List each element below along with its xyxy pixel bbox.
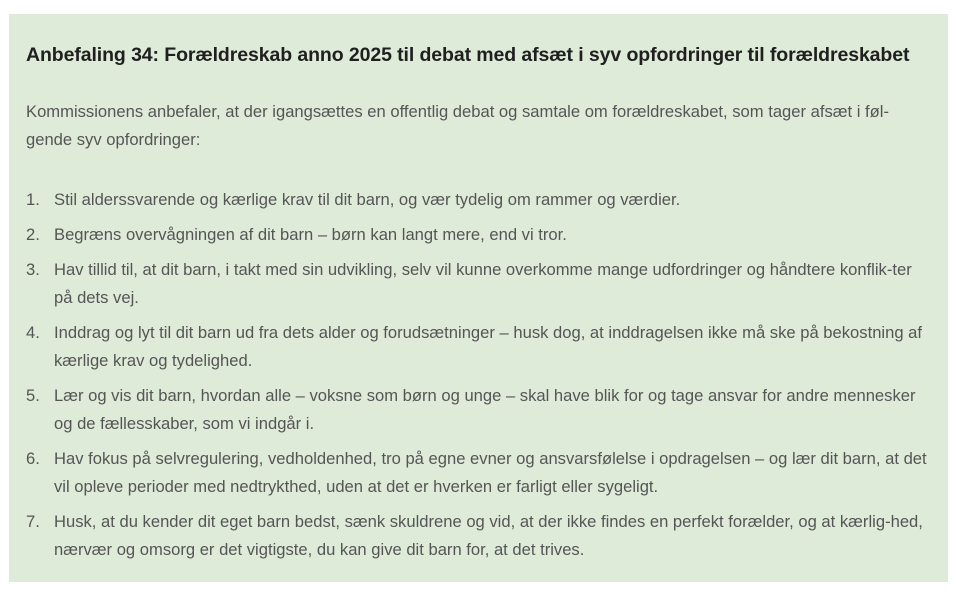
recommendation-intro: Kommissionens anbefaler, at der igangsættes en offentlig debat og samtale om forældreskabet, som tager afsæt i føl-gende syv opfordringer: (26, 102, 890, 149)
recommendation-list (26, 186, 931, 564)
list-item-number: 1. (26, 190, 40, 209)
list-item-text: Inddrag og lyt til dit barn ud fra dets alder og forudsætninger – husk dog, at inddragelsen ikke må ske på bekostning af kærlige krav og tydelighed. (54, 323, 923, 370)
list-item (26, 221, 931, 249)
list-item (26, 319, 931, 375)
list-item (26, 508, 931, 564)
recommendation-title: Anbefaling 34: Forældreskab anno 2025 til debat med afsæt i syv opfordringer til forældreskabet (26, 44, 910, 66)
list-item-number: 5. (26, 386, 40, 405)
list-item-number: 7. (26, 512, 40, 531)
list-item-text: Hav tillid til, at dit barn, i takt med sin udvikling, selv vil kunne overkomme mange udfordringer og håndtere konflik-ter på dets vej. (54, 260, 912, 307)
list-item-text: Hav fokus på selvregulering, vedholdenhed, tro på egne evner og ansvarsfølelse i opdragelsen – og lær dit barn, at det vil opleve perioder med nedtrykthed, uden at det er hverken er farligt eller sygeligt. (54, 449, 927, 496)
list-item-number: 6. (26, 449, 40, 468)
list-item-number: 3. (26, 260, 40, 279)
list-item (26, 445, 931, 501)
list-item-number: 2. (26, 225, 40, 244)
list-item-text: Stil alderssvarende og kærlige krav til dit barn, og vær tydelig om rammer og værdier. (54, 190, 681, 209)
list-item (26, 382, 931, 438)
list-item-text: Husk, at du kender dit eget barn bedst, sænk skuldrene og vid, at der ikke findes en perfekt forælder, og at kærlig-hed, nærvær og omsorg er det vigtigste, du kan give dit barn for, at det trives. (54, 512, 923, 559)
list-item-text: Begræns overvågningen af dit barn – børn kan langt mere, end vi tror. (54, 225, 567, 244)
list-item-number: 4. (26, 323, 40, 342)
list-item (26, 256, 931, 312)
list-item-text: Lær og vis dit barn, hvordan alle – voksne som børn og unge – skal have blik for og tage ansvar for andre mennesker og de fællesskaber, som vi indgår i. (54, 386, 916, 433)
recommendation-box (9, 14, 948, 582)
list-item (26, 186, 931, 214)
